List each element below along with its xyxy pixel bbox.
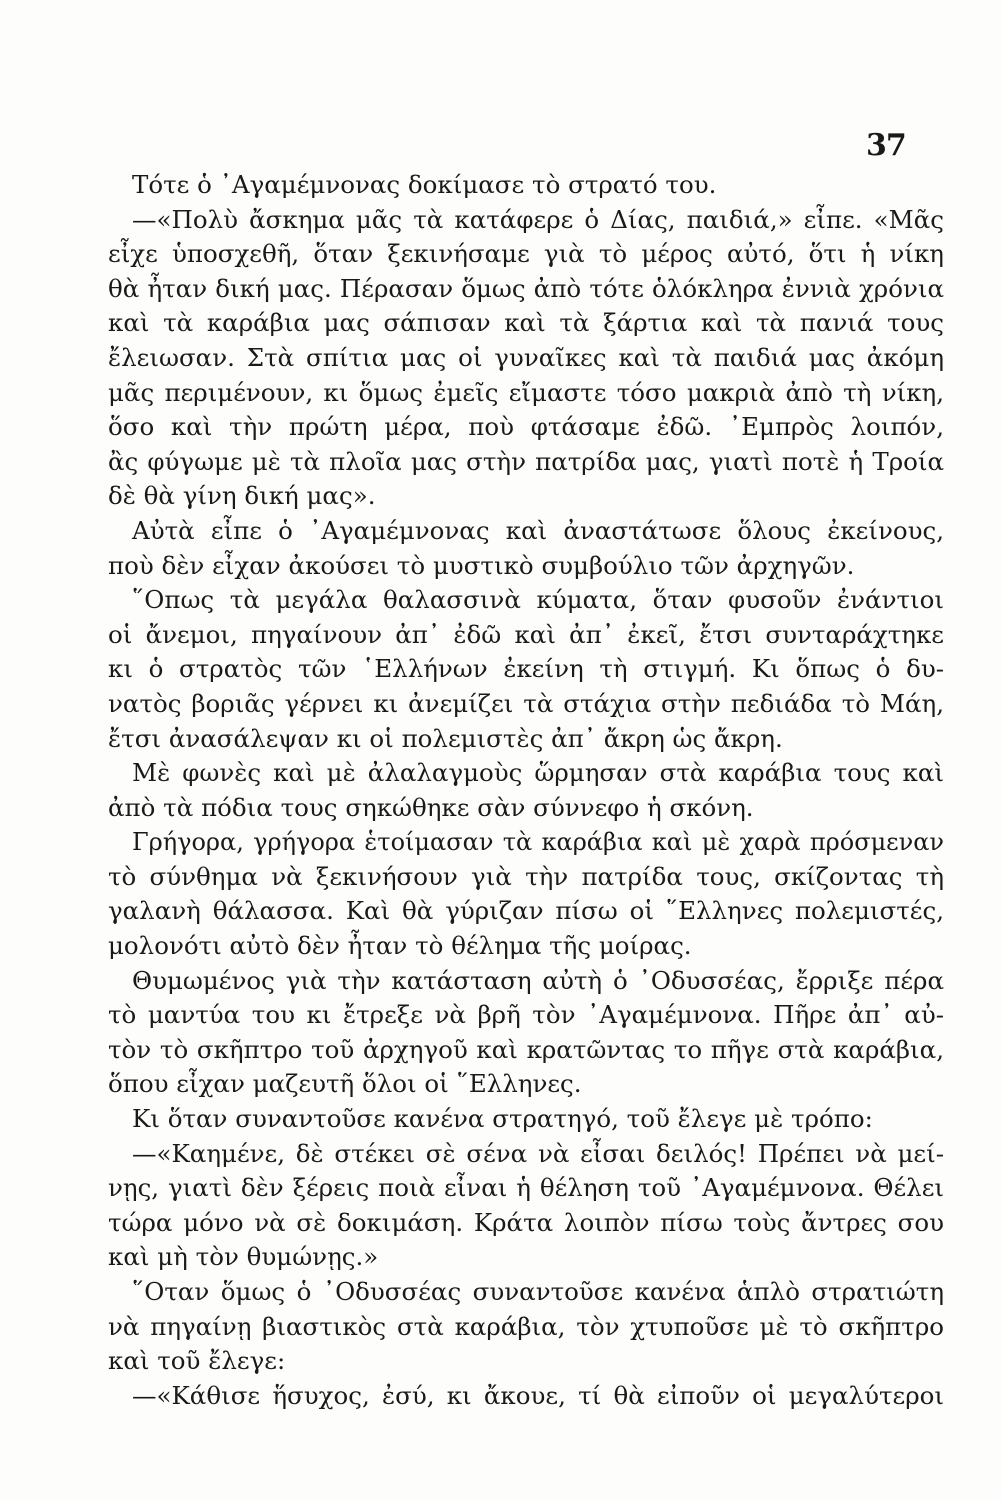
text-line: θὰ ἦταν δική μας. Πέρασαν ὅμως ἀπὸ τότε ὁλόκληρα ἐννιὰ χρόνια	[108, 273, 944, 303]
body-text	[108, 168, 944, 1413]
text-line: κι ὁ στρατὸς τῶν ῾Ελλήνων ἐκείνη τὴ στιγμή. Κι ὅπως ὁ δυ-	[108, 654, 944, 684]
text-line: ὅπου εἶχαν μαζευτῆ ὅλοι οἱ ῞Ελληνες.	[108, 1069, 582, 1099]
text-line: καὶ τὰ καράβια μας σάπισαν καὶ τὰ ξάρτια καὶ τὰ πανιά τους	[108, 308, 944, 338]
text-line: ῞Οπως τὰ μεγάλα θαλασσινὰ κύματα, ὅταν φυσοῦν ἐνάντιοι	[132, 585, 944, 615]
text-line: ἔτσι ἀνασάλεψαν κι οἱ πολεμιστὲς ἀπ᾿ ἄκρη ὡς ἄκρη.	[108, 723, 783, 753]
text-line: οἱ ἄνεμοι, πηγαίνουν ἀπ᾿ ἐδῶ καὶ ἀπ᾿ ἐκεῖ, ἔτσι συνταράχτηκε	[108, 619, 944, 649]
text-line: Αὐτὰ εἶπε ὁ ᾿Αγαμέμνονας καὶ ἀναστάτωσε ὅλους ἐκείνους,	[132, 515, 944, 545]
text-line: ποὺ δὲν εἶχαν ἀκούσει τὸ μυστικὸ συμβούλιο τῶν ἀρχηγῶν.	[108, 550, 855, 580]
text-line: —«Πολὺ ἄσκημα μᾶς τὰ κατάφερε ὁ Δίας, παιδιά,» εἶπε. «Μᾶς	[132, 204, 944, 234]
text-line: νῃς, γιατὶ δὲν ξέρεις ποιὰ εἶναι ἡ θέληση τοῦ ᾿Αγαμέμνονα. Θέλει	[108, 1173, 944, 1203]
text-line: ἔλειωσαν. Στὰ σπίτια μας οἱ γυναῖκες καὶ τὰ παιδιά μας ἀκόμη	[108, 342, 944, 372]
text-line: τὸ σύνθημα νὰ ξεκινήσουν γιὰ τὴν πατρίδα τους, σκίζοντας τὴ	[108, 861, 944, 891]
text-line: ἂς φύγωμε μὲ τὰ πλοῖα μας στὴν πατρίδα μας, γιατὶ ποτὲ ἡ Τροία	[108, 446, 944, 476]
text-line: δὲ θὰ γίνη δική μας».	[108, 481, 376, 511]
text-line: —«Καημένε, δὲ στέκει σὲ σένα νὰ εἶσαι δειλός! Πρέπει νὰ μεί-	[132, 1138, 944, 1168]
text-line: ὅσο καὶ τὴν πρώτη μέρα, ποὺ φτάσαμε ἐδῶ. ᾿Εμπρὸς λοιπόν,	[108, 412, 944, 442]
text-line: νὰ πηγαίνῃ βιαστικὸς στὰ καράβια, τὸν χτυποῦσε μὲ τὸ σκῆπτρο	[108, 1311, 944, 1341]
page-number: 37	[866, 128, 906, 163]
text-line: ῞Οταν ὅμως ὁ ᾿Οδυσσέας συναντοῦσε κανένα ἁπλὸ στρατιώτη	[132, 1277, 944, 1306]
text-line: καὶ τοῦ ἔλεγε:	[108, 1346, 286, 1376]
text-line: καὶ μὴ τὸν θυμώνῃς.»	[108, 1242, 379, 1272]
text-line: Θυμωμένος γιὰ τὴν κατάσταση αὐτὴ ὁ ᾿Οδυσσέας, ἔρριξε πέρα	[132, 965, 944, 995]
text-line: μολονότι αὐτὸ δὲν ἦταν τὸ θέλημα τῆς μοίρας.	[108, 931, 692, 961]
text-line: Μὲ φωνὲς καὶ μὲ ἀλαλαγμοὺς ὥρμησαν στὰ καράβια τους καὶ	[132, 758, 944, 788]
text-line: Κι ὅταν συναντοῦσε κανένα στρατηγό, τοῦ ἔλεγε μὲ τρόπο:	[132, 1104, 873, 1134]
text-line: —«Κάθισε ἥσυχος, ἐσύ, κι ἄκουε, τί θὰ εἰποῦν οἱ μεγαλύτεροι	[132, 1380, 944, 1410]
text-line: Γρήγορα, γρήγορα ἑτοίμασαν τὰ καράβια καὶ μὲ χαρὰ πρόσμεναν	[132, 828, 944, 857]
text-line: τώρα μόνο νὰ σὲ δοκιμάση. Κράτα λοιπὸν πίσω τοὺς ἄντρες σου	[108, 1207, 944, 1237]
text-line: εἶχε ὑποσχεθῆ, ὅταν ξεκινήσαμε γιὰ τὸ μέρος αὐτό, ὅτι ἡ νίκη	[108, 239, 944, 269]
text-line: ἀπὸ τὰ πόδια τους σηκώθηκε σὰν σύννεφο ἡ σκόνη.	[108, 792, 754, 822]
text-line: Τότε ὁ ᾿Αγαμέμνονας δοκίμασε τὸ στρατό του.	[132, 170, 717, 199]
text-line: τὸ μαντύα του κι ἔτρεξε νὰ βρῆ τὸν ᾿Αγαμέμνονα. Πῆρε ἀπ᾿ αὐ-	[108, 1000, 944, 1030]
text-line: γαλανὴ θάλασσα. Καὶ θὰ γύριζαν πίσω οἱ ῞Ελληνες πολεμιστές,	[108, 896, 944, 926]
text-line: μᾶς περιμένουν, κι ὅμως ἐμεῖς εἴμαστε τόσο μακριὰ ἀπὸ τὴ νίκη,	[108, 377, 944, 407]
text-line: τὸν τὸ σκῆπτρο τοῦ ἀρχηγοῦ καὶ κρατῶντας το πῆγε στὰ καράβια,	[108, 1034, 944, 1064]
text-line: νατὸς βοριᾶς γέρνει κι ἀνεμίζει τὰ στάχια στὴν πεδιάδα τὸ Μάη,	[108, 688, 944, 718]
